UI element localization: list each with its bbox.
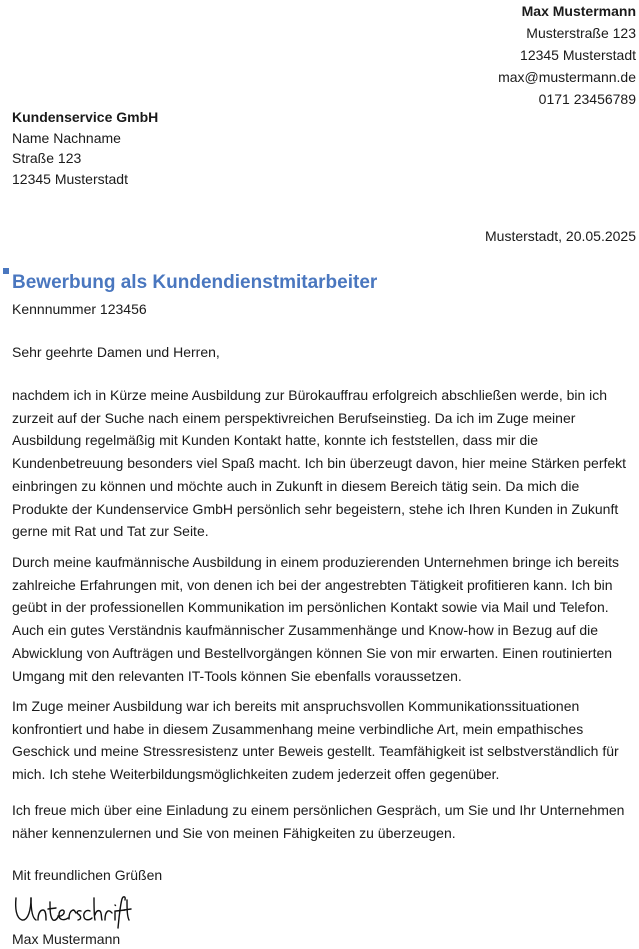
closing-phrase: Mit freundlichen Grüßen	[12, 867, 163, 883]
body-paragraph: Durch meine kaufmännische Ausbildung in einem produzierenden Unternehmen bringe ich bereits zahlreiche Erfahrungen mit, von denen ich bei der angestrebten Tätigkeit profitieren kann. Ich bin geübt in der professionellen Kommunikation im persönlichen Kontakt sowie via Mail und Telefon. Auch ein gutes Verständnis kaufmännischer Zusammenhänge und Know-how in Bezug auf die Abwicklung von Aufträgen und Bestellvorgängen können Sie von mir erwarten. Einen routinierten Umgang mit den relevanten IT-Tools können Sie ebenfalls voraussetzen.	[12, 554, 620, 684]
recipient-contact: Name Nachname	[12, 129, 121, 146]
body-paragraph: Ich freue mich über eine Einladung zu einem persönlichen Gespräch, um Sie und Ihr Unternehmen näher kennenzulernen und Sie von meinen Fähigkeiten zu überzeugen.	[12, 802, 625, 841]
salutation: Sehr geehrte Damen und Herren,	[12, 344, 220, 360]
body-paragraph: Im Zuge meiner Ausbildung war ich bereits mit anspruchsvollen Kommunikationssituationen konfrontiert und habe in diesem Zusammenhang meine verbindliche Art, mein empathisches Geschick und meine Stressresistenz unter Beweis gestellt. Teamfähigkeit ist selbstverständlich für mich. Ich stehe Weiterbildungsmöglichkeiten zudem jederzeit offen gegenüber.	[12, 698, 619, 783]
recipient-block	[12, 107, 158, 189]
sender-email: max@mustermann.de	[498, 69, 636, 85]
body-paragraph: nachdem ich in Kürze meine Ausbildung zur Bürokauffrau erfolgreich abschließen werde, bin ich zurzeit auf der Suche nach einem perspektivreichen Berufseinstieg. Da ich im Zuge meiner Ausbildung regelmäßig mit Kunden Kontakt hatte, konnte ich feststellen, dass mir die Kundenbetreuung besonders viel Spaß macht. Ich bin überzeugt davon, hier meine Stärken perfekt einbringen zu können und möchte auch in Zukunft in diesem Bereich tätig sein. Da mich die Produkte der Kundenservice GmbH persönlich sehr begeistern, stehe ich Ihren Kunden in Zukunft gerne mit Rat und Tat zur Seite.	[12, 387, 627, 540]
subject-marker	[3, 268, 9, 274]
recipient-company: Kundenservice GmbH	[12, 109, 159, 125]
sender-name: Max Mustermann	[521, 3, 636, 19]
reference-number: Kennnummer 123456	[12, 301, 147, 317]
sender-block	[498, 0, 636, 110]
sender-city: 12345 Musterstadt	[520, 47, 636, 63]
recipient-street: Straße 123	[12, 150, 82, 166]
sender-street: Musterstraße 123	[526, 25, 636, 41]
recipient-city: 12345 Musterstadt	[12, 170, 128, 187]
signature-name: Max Mustermann	[12, 931, 121, 947]
letter-subject: Bewerbung als Kundendienstmitarbeiter	[12, 272, 378, 293]
sender-phone: 0171 23456789	[538, 91, 636, 107]
letter-date: Musterstadt, 20.05.2025	[485, 228, 636, 244]
